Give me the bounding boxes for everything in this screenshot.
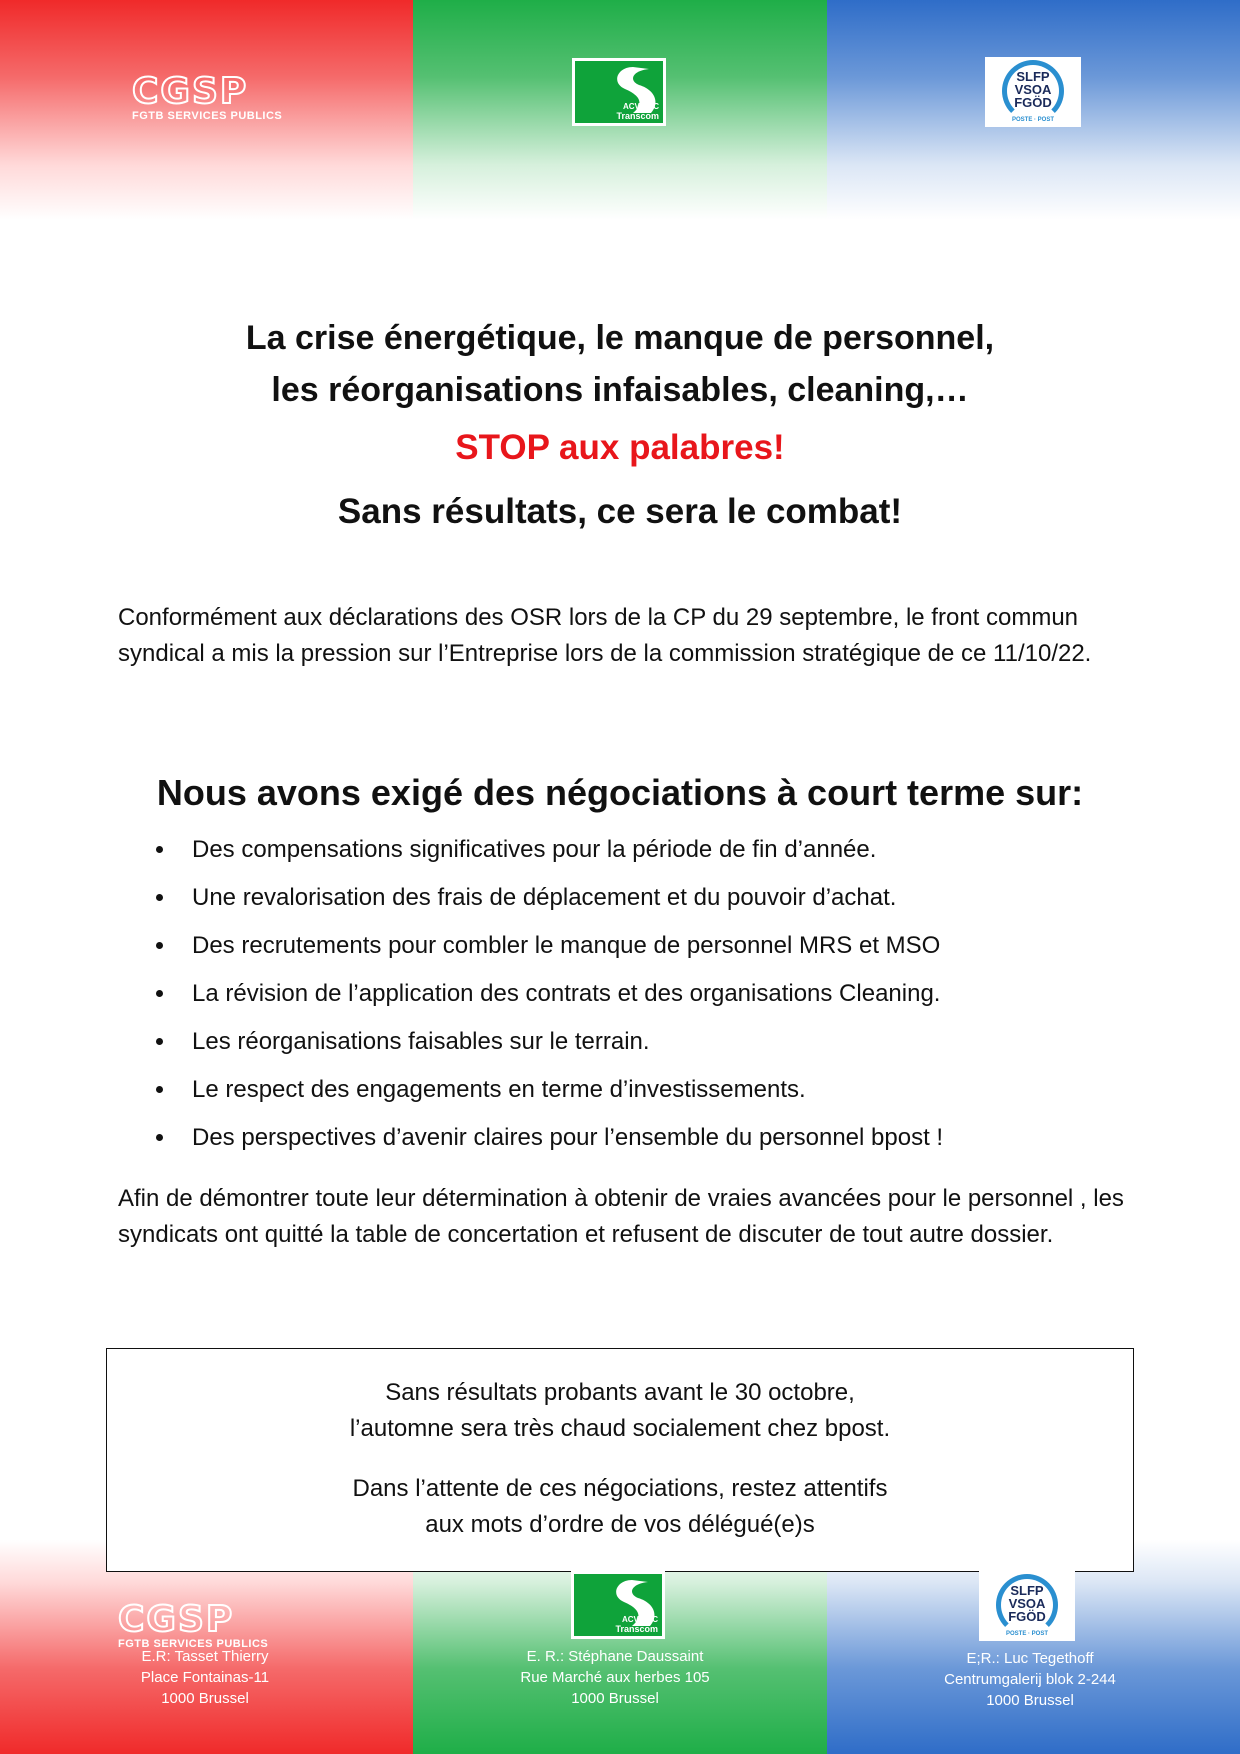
editor-address: Rue Marché aux herbes 105 (520, 1669, 710, 1686)
bullet-icon (156, 1134, 163, 1141)
headline-line2: les réorganisations infaisables, cleaning,… (271, 371, 969, 409)
stop-slogan: STOP aux palabres! (455, 428, 785, 467)
editor-city: 1000 Brussel (571, 1690, 659, 1707)
list-item: La révision de l’application des contrats et des organisations Cleaning. (150, 970, 943, 1018)
headline-line1: La crise énergétique, le manque de personnel, (245, 319, 995, 357)
acv-logo-line1: ACV-CSC (622, 102, 659, 111)
acv-csc-logo (572, 58, 666, 126)
cgsp-logo-name: CGSP (132, 71, 249, 112)
demands-heading: Nous avons exigé des négociations à court terme sur: (156, 772, 1084, 813)
notice-line1: Sans résultats probants avant le 30 octobre, (385, 1379, 855, 1406)
bullet-icon (156, 894, 163, 901)
acv-logo-line2: Transcom (615, 1624, 658, 1634)
bullet-icon (156, 1086, 163, 1093)
bullet-icon (156, 1038, 163, 1045)
editor-address: Centrumgalerij blok 2-244 (944, 1671, 1116, 1688)
editor-city: 1000 Brussel (986, 1692, 1074, 1709)
cgsp-logo-sub: FGTB SERVICES PUBLICS (132, 110, 283, 122)
editor-acv (470, 1646, 760, 1709)
bullet-icon (156, 990, 163, 997)
editor-name: E;R.: Luc Tegethoff (966, 1650, 1094, 1667)
editor-address: Place Fontainas-11 (140, 1669, 270, 1686)
cgsp-logo-name: CGSP (118, 1599, 235, 1640)
demands-list (150, 826, 943, 1162)
notice-line3: Dans l’attente de ces négociations, restez attentifs (352, 1475, 888, 1502)
notice-line4: aux mots d’ordre de vos délégué(e)s (425, 1511, 815, 1538)
slfp-logo-text: SLFP VSOA FGÖD (1014, 69, 1052, 110)
bullet-icon (156, 942, 163, 949)
notice-line2: l’automne sera très chaud socialement chez bpost. (349, 1415, 891, 1442)
editor-name: E. R.: Stéphane Daussaint (526, 1648, 704, 1665)
acv-logo-line1: ACV-CSC (621, 1615, 658, 1624)
editor-name: E.R: Tasset Thierry (141, 1648, 269, 1665)
slfp-logo-sub: POSTE · POST (1005, 1631, 1048, 1637)
notice-box (106, 1348, 1134, 1572)
acv-logo-line2: Transcom (616, 111, 659, 121)
slfp-logo-text: SLFP VSOA FGÖD (1008, 1583, 1046, 1624)
combat-slogan: Sans résultats, ce sera le combat! (337, 492, 903, 531)
slfp-logo-footer (979, 1571, 1075, 1641)
list-item: Une revalorisation des frais de déplacement et du pouvoir d’achat. (150, 874, 943, 922)
editor-cgsp (60, 1646, 350, 1709)
list-item: Le respect des engagements en terme d’investissements. (150, 1066, 943, 1114)
intro-paragraph: Conformément aux déclarations des OSR lors de la CP du 29 septembre, le front commun syndical a mis la pression sur l’Entreprise lors de la commission stratégique de ce 11/10/22. (118, 604, 1092, 667)
slfp-logo (985, 57, 1081, 127)
editor-slfp (885, 1648, 1175, 1711)
slfp-logo-sub: POSTE · POST (1011, 117, 1054, 123)
cgsp-logo-footer (118, 1599, 269, 1650)
list-item: Des compensations significatives pour la période de fin d’année. (150, 826, 943, 874)
list-item: Des recrutements pour combler le manque de personnel MRS et MSO (150, 922, 943, 970)
closing-paragraph: Afin de démontrer toute leur détermination à obtenir de vraies avancées pour le personnel , les syndicats ont quitté la table de concertation et refusent de discuter de tout autre dossier. (118, 1185, 1124, 1248)
headline (0, 312, 1240, 416)
acv-csc-logo-footer (571, 1571, 665, 1639)
list-item: Des perspectives d’avenir claires pour l’ensemble du personnel bpost ! (150, 1114, 943, 1162)
cgsp-logo-sub: FGTB SERVICES PUBLICS (118, 1638, 269, 1650)
cgsp-logo (132, 71, 283, 122)
list-item: Les réorganisations faisables sur le terrain. (150, 1018, 943, 1066)
bullet-icon (156, 846, 163, 853)
editor-city: 1000 Brussel (161, 1690, 249, 1707)
